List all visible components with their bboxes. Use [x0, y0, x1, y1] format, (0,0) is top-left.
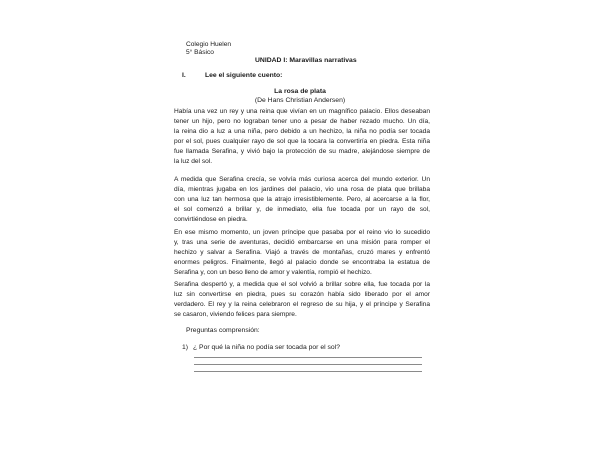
answer-line[interactable]: [194, 364, 422, 365]
paragraph-line: Había una vez un rey y una reina que vivían en un magnífico palacio. Ellos deseaban: [174, 108, 430, 115]
answer-line[interactable]: [194, 357, 422, 358]
paragraph-line: y, tras una serie de aventuras, decidió embarcarse en una misión para romper el: [174, 239, 430, 246]
paragraph-line: verdadero. El rey y la reina celebraron el regreso de su hija, y el príncipe y Serafina: [174, 301, 430, 308]
paragraph-line: la luz del sol.: [174, 158, 213, 165]
story-paragraph-2: [174, 175, 430, 225]
unit-title: UNIDAD I: Maravillas narrativas: [255, 57, 357, 64]
paragraph-line: Serafina despertó y, a medida que el sol volvió a brillar sobre ella, fue tocada por la: [174, 281, 430, 288]
paragraph-line: hechizo y salvar a Serafina. Viajó a través de montañas, cruzó mares y enfrentó: [174, 249, 430, 256]
story-paragraph-4: [174, 280, 430, 320]
question-number: 1): [182, 344, 189, 351]
paragraph-line: día, mientras jugaba en los jardines del palacio, vio una rosa de plata que brillaba: [174, 186, 430, 193]
paragraph-line: enormes peligros. Finalmente, llegó al palacio donde se encontraba la estatua de: [174, 259, 430, 266]
school-name: Colegio Huelen: [186, 41, 232, 48]
answer-line[interactable]: [194, 371, 422, 372]
paragraph-line: En ese mismo momento, un joven príncipe que pasaba por el reino vio lo sucedido: [174, 229, 430, 236]
story-paragraph-1: [174, 107, 430, 167]
story-paragraph-3: [174, 228, 430, 278]
paragraph-line: luz sin convertirse en piedra, pues su corazón había sido liberado por el amor: [174, 291, 430, 298]
paragraph-line: convirtiéndose en piedra.: [174, 216, 248, 223]
story-title: La rosa de plata: [274, 88, 326, 95]
question-text: ¿ Por qué la niña no podía ser tocada por el sol?: [193, 344, 340, 351]
paragraph-line: con una luz tan hermosa que la atrajo irresistiblemente. Pero, al acercarse a la flor,: [174, 196, 430, 203]
section-number: I.: [182, 72, 186, 79]
paragraph-line: el sol comenzó a brillar y, de inmediato, ella fue tocada por un rayo de sol,: [174, 206, 430, 213]
paragraph-line: la reina dio a luz a una niña, pero debido a un hechizo, la niña no podía ser tocada: [174, 128, 430, 135]
questions-heading: Preguntas comprensión:: [186, 327, 260, 334]
paragraph-line: tener un hijo, pero no lograban tener uno a pesar de haber rezado mucho. Un día,: [174, 118, 430, 125]
paragraph-line: por el sol, pues cualquier rayo de sol que la tocara la convertiría en piedra. Esta niña: [174, 138, 430, 145]
paragraph-line: Serafina y, con un beso lleno de amor y valentía, rompió el hechizo.: [174, 269, 372, 276]
section-title: Lee el siguiente cuento:: [205, 72, 283, 79]
paragraph-line: se casaron, viviendo felices para siempre.: [174, 311, 297, 318]
paragraph-line: A medida que Serafina crecía, se volvía más curiosa acerca del mundo exterior. Un: [174, 176, 430, 183]
story-author: (De Hans Christian Andersen): [254, 97, 346, 104]
grade-label: 5° Básico: [186, 49, 214, 56]
paragraph-line: fue llamada Serafina, y vivió bajo la protección de su madre, alejándose siempre de: [174, 148, 430, 155]
